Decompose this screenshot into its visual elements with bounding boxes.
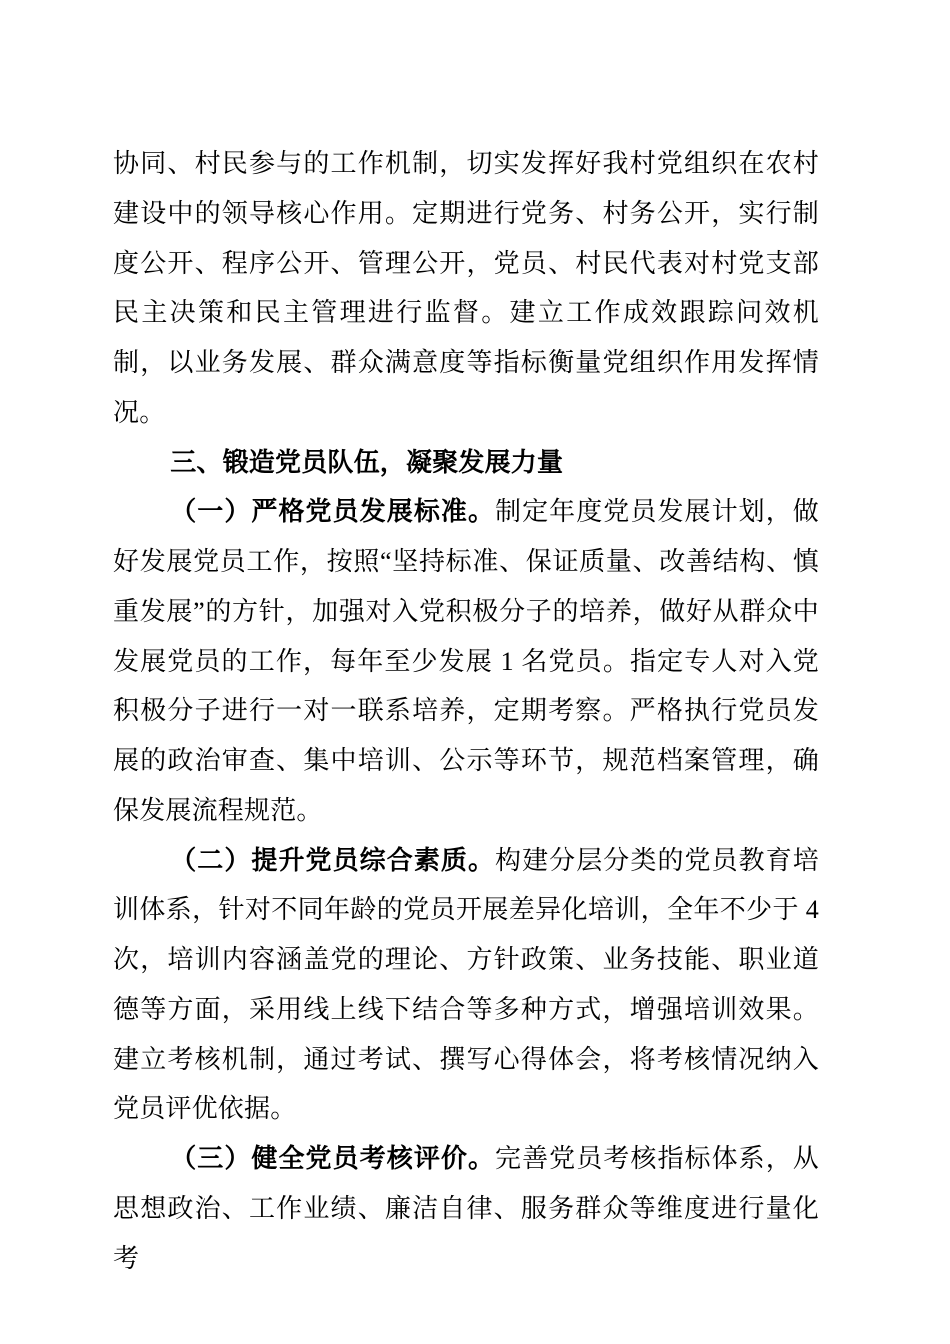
paragraph-1-lead: （一）严格党员发展标准。: [170, 497, 496, 527]
paragraph-item-3: [113, 1134, 819, 1283]
paragraph-3-lead: （三）健全党员考核评价。: [170, 1144, 496, 1173]
section-heading: 三、锻造党员队伍，凝聚发展力量: [170, 446, 564, 477]
paragraph-3-body: 完善党员考核指标体系，从思想政治、工作业绩、廉洁自律、服务群众等维度进行量化考: [113, 1144, 819, 1273]
paragraph-item-1: [113, 487, 819, 835]
paragraph-2-lead: （二）提升党员综合素质。: [170, 845, 496, 875]
paragraph-1-body: 制定年度党员发展计划，做好发展党员工作，按照“坚持标准、保证质量、改善结构、慎重发展”的方针，加强对入党积极分子的培养，做好从群众中发展党员的工作，每年至少发展 1 名党员。指定专人对入党积极分子进行一对一联系培养，定期考察。严格执行党员发展的政治审查、集中培训、公示等环节，规范档案管理，确保发展流程规范。: [113, 497, 819, 825]
paragraph-2-body: 构建分层分类的党员教育培训体系，针对不同年龄的党员开展差异化培训，全年不少于 4 次，培训内容涵盖党的理论、方针政策、业务技能、职业道德等方面，采用线上线下结合等多种方式，增强培训效果。建立考核机制，通过考试、撰写心得体会，将考核情况纳入党员评优依据。: [113, 845, 819, 1124]
paragraph-continuation: 协同、村民参与的工作机制，切实发挥好我村党组织在农村建设中的领导核心作用。定期进行党务、村务公开，实行制度公开、程序公开、管理公开，党员、村民代表对村党支部民主决策和民主管理进行监督。建立工作成效跟踪问效机制，以业务发展、群众满意度等指标衡量党组织作用发挥情况。: [113, 149, 819, 427]
document-content: [113, 139, 819, 1283]
paragraph-item-2: [113, 836, 819, 1135]
